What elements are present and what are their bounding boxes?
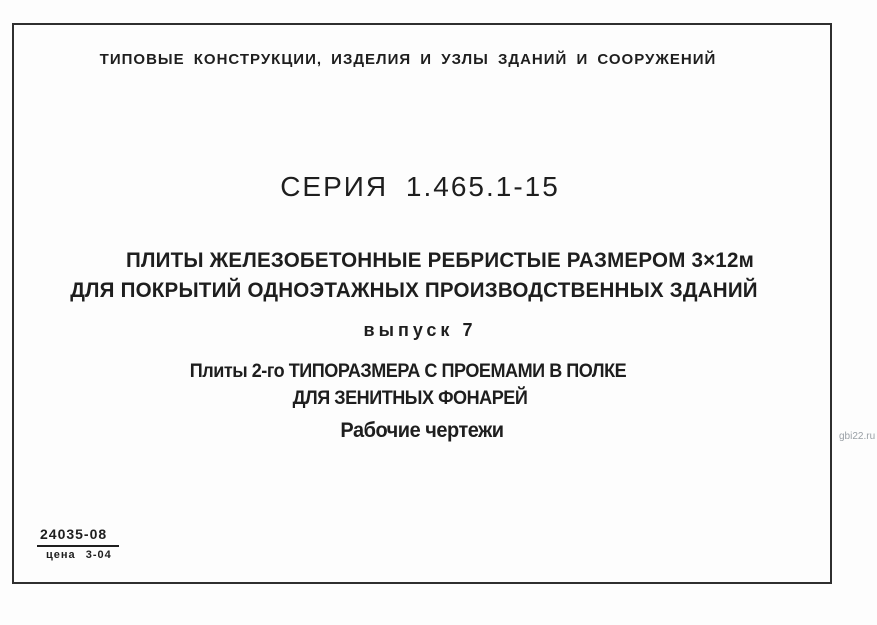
price-label: цена 3-04 [46,549,112,561]
main-title-line-1: ПЛИТЫ ЖЕЛЕЗОБЕТОННЫЕ РЕБРИСТЫЕ РАЗМЕРОМ 3×12м [125,249,755,272]
catalog-stamp [37,526,147,561]
subtitle-line-1: Плиты 2-го ТИПОРАЗМЕРА С ПРОЕМАМИ В ПОЛКЕ [189,361,627,382]
page-border-frame [12,23,832,584]
issue-number: выпуск 7 [363,320,477,340]
document-series-header: ТИПОВЫЕ КОНСТРУКЦИИ, ИЗДЕЛИЯ И УЗЛЫ ЗДАНИЙ И СООРУЖЕНИЙ [99,51,717,68]
main-title-line-2: ДЛЯ ПОКРЫТИЙ ОДНОЭТАЖНЫХ ПРОИЗВОДСТВЕННЫХ ЗДАНИЙ [70,279,758,302]
document-type-label: Рабочие чертежи [340,419,504,442]
series-number-title: СЕРИЯ 1.465.1-15 [280,171,560,202]
subtitle-line-2: ДЛЯ ЗЕНИТНЫХ ФОНАРЕЙ [292,388,528,409]
catalog-code: 24035-08 [40,526,108,542]
site-watermark: gbi22.ru [839,431,876,442]
stamp-divider-line [37,545,119,547]
